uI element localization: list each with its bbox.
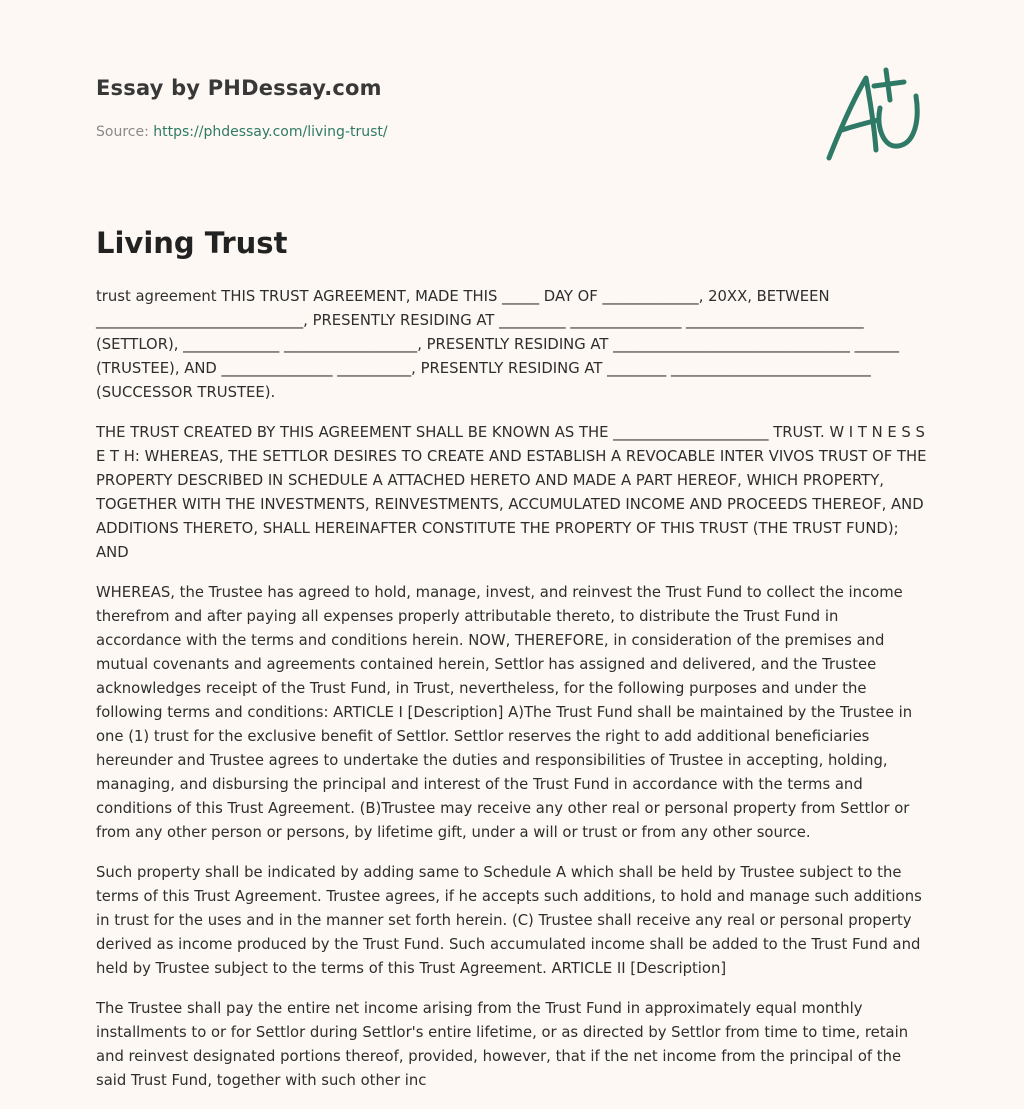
source-label: Source: <box>96 124 154 140</box>
page-header <box>96 0 928 260</box>
a-plus-logo-icon <box>824 66 926 166</box>
source-link[interactable]: https://phdessay.com/living-trust/ <box>153 124 388 140</box>
site-title: Essay by PHDessay.com <box>96 76 382 100</box>
essay-title: Living Trust <box>96 226 288 260</box>
essay-paragraph: trust agreement THIS TRUST AGREEMENT, MADE THIS _____ DAY OF _____________, 20XX, BETWEEN ____________________________, PRESENTLY RESIDING AT _________ _______________ ________________________ (SETTLOR), _____________ __________________, PRESENTLY RESIDING AT ________________________________ ______ (TRUSTEE), AND _______________ __________, PRESENTLY RESIDING AT ________ ___________________________ (SUCCESSOR TRUSTEE). <box>96 288 899 401</box>
essay-paragraph: Such property shall be indicated by adding same to Schedule A which shall be held by Trustee subject to the terms of this Trust Agreement. Trustee agrees, if he accepts such additions, to hold and manage such additions in trust for the uses and in the manner set forth herein. (C) Trustee shall receive any real or personal property derived as income produced by the Trust Fund. Such accumulated income shall be added to the Trust Fund and held by Trustee subject to the terms of this Trust Agreement. ARTICLE II [Description] <box>96 864 922 977</box>
essay-body <box>96 285 928 1109</box>
essay-paragraph: The Trustee shall pay the entire net income arising from the Trust Fund in approximately equal monthly installments to or for Settlor during Settlor's entire lifetime, or as directed by Settlor from time to time, retain and reinvest designated portions thereof, provided, however, that if the net income from the principal of the said Trust Fund, together with such other inc <box>96 1000 909 1089</box>
essay-paragraph: WHEREAS, the Trustee has agreed to hold, manage, invest, and reinvest the Trust Fund to collect the income therefrom and after paying all expenses properly attributable thereto, to distribute the Trust Fund in accordance with the terms and conditions herein. NOW, THEREFORE, in consideration of the premises and mutual covenants and agreements contained herein, Settlor has assigned and delivered, and the Trustee acknowledges receipt of the Trust Fund, in Trust, nevertheless, for the following purposes and under the following terms and conditions: ARTICLE I [Description] A)The Trust Fund shall be maintained by the Trustee in one (1) trust for the exclusive benefit of Settlor. Settlor reserves the right to add additional beneficiaries hereunder and Trustee agrees to undertake the duties and responsibilities of Trustee in accepting, holding, managing, and disbursing the principal and interest of the Trust Fund in accordance with the terms and conditions of this Trust Agreement. (B)Trustee may receive any other real or personal property from Settlor or from any other person or persons, by lifetime gift, under a will or trust or from any other source. <box>96 584 913 841</box>
essay-page <box>96 0 928 1089</box>
essay-paragraph: THE TRUST CREATED BY THIS AGREEMENT SHALL BE KNOWN AS THE _____________________ TRUST. W I T N E S S E T H: WHEREAS, THE SETTLOR DESIRES TO CREATE AND ESTABLISH A REVOCABLE INTER VIVOS TRUST OF THE PROPERTY DESCRIBED IN SCHEDULE A ATTACHED HERETO AND MADE A PART HEREOF, WHICH PROPERTY, TOGETHER WITH THE INVESTMENTS, REINVESTMENTS, ACCUMULATED INCOME AND PROCEEDS THEREOF, AND ADDITIONS THERETO, SHALL HEREINAFTER CONSTITUTE THE PROPERTY OF THIS TRUST (THE TRUST FUND); AND <box>96 424 927 561</box>
source-line <box>96 124 388 140</box>
